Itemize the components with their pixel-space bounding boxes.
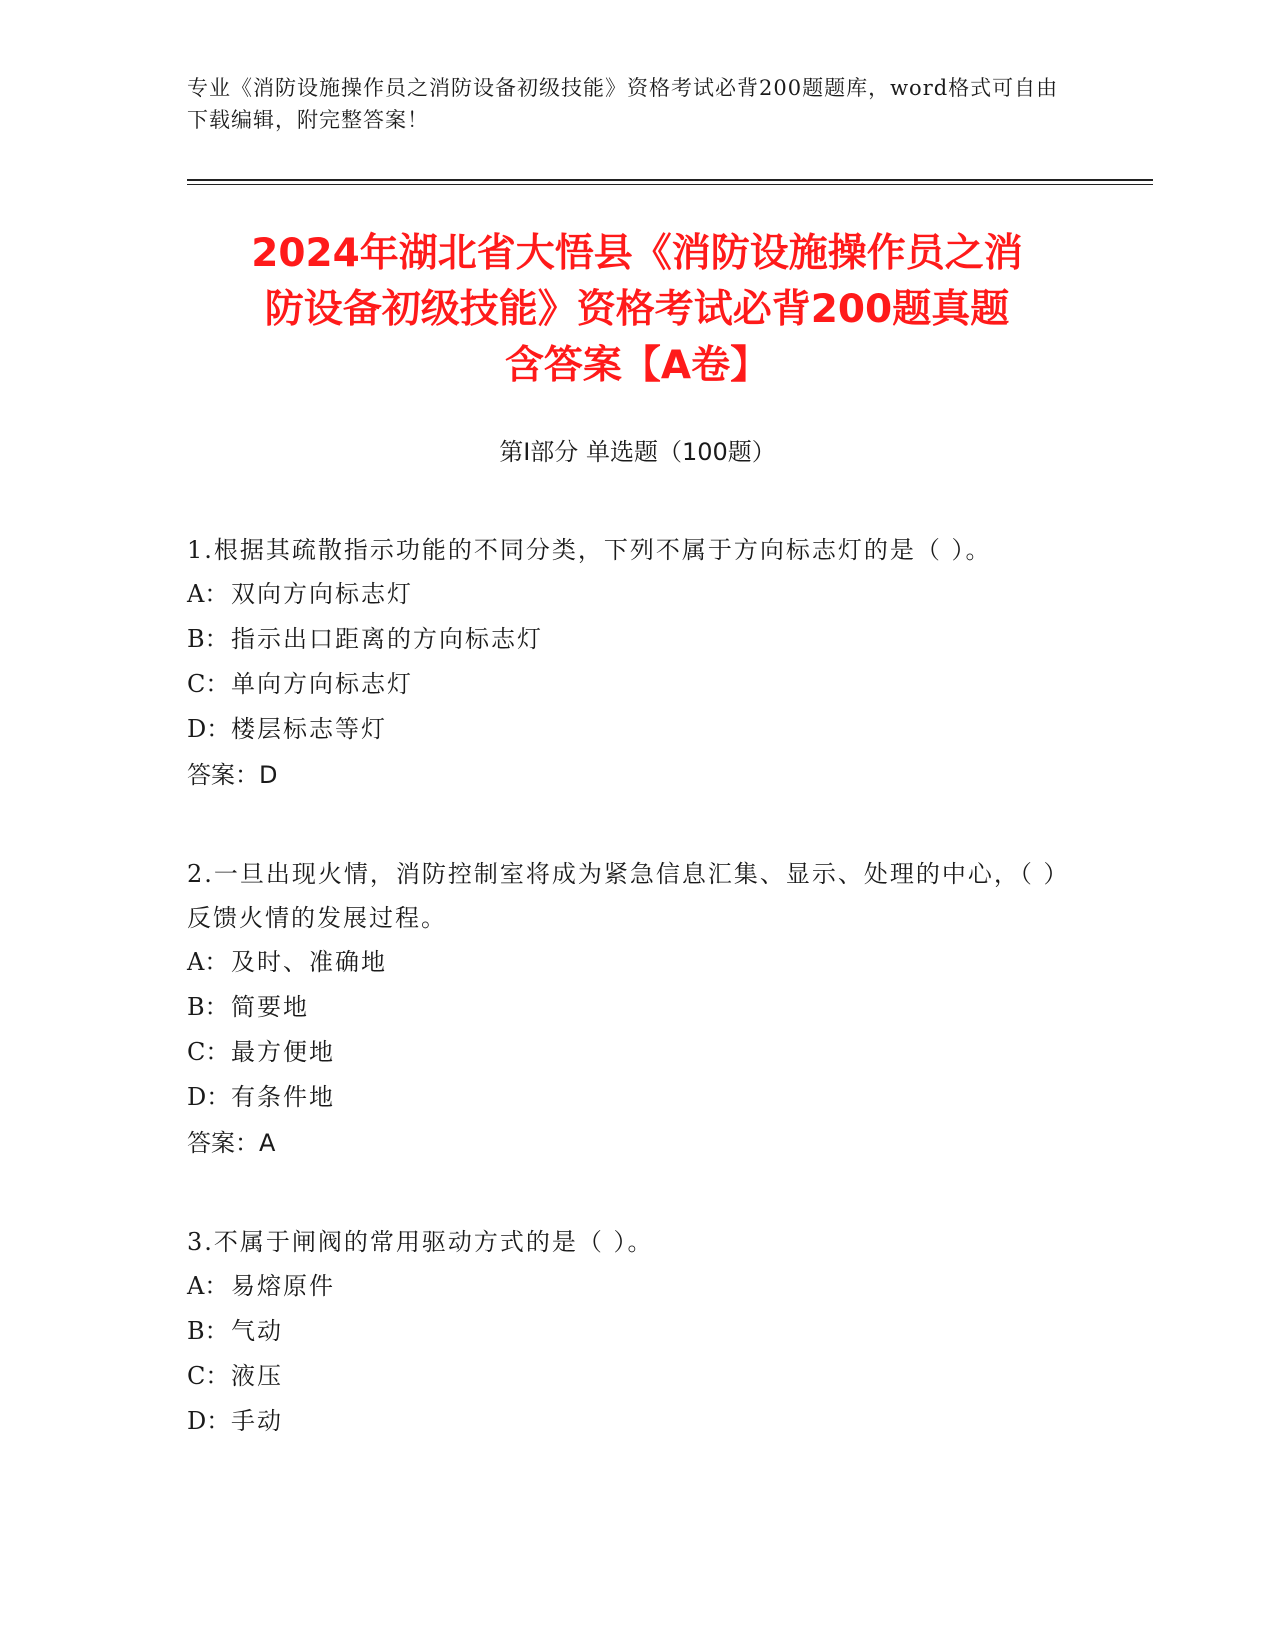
document-title	[187, 226, 1087, 394]
question-stem: 3.不属于闸阀的常用驱动方式的是（ ）。	[187, 1228, 654, 1256]
question-stem: 1.根据其疏散指示功能的不同分类，下列不属于方向标志灯的是（ ）。	[187, 536, 992, 564]
option-text: 指示出口距离的方向标志灯	[231, 625, 543, 653]
option-text: 单向方向标志灯	[231, 670, 413, 698]
option-text: 手动	[231, 1407, 283, 1435]
option-key: C：	[187, 1038, 230, 1066]
answer-line: 答案：A	[187, 1129, 276, 1157]
option-text: 简要地	[231, 993, 309, 1021]
option-c	[187, 1030, 1067, 1075]
option-key: A：	[187, 948, 229, 976]
option-a	[187, 572, 1067, 617]
option-text: 双向方向标志灯	[231, 580, 413, 608]
option-b	[187, 985, 1067, 1030]
section-heading: 第Ⅰ部分 单选题（100题）	[499, 438, 776, 466]
option-key: B：	[187, 993, 229, 1021]
question-stem: 2.一旦出现火情，消防控制室将成为紧急信息汇集、显示、处理的中心，（ ）反馈火情的发展过程。	[187, 860, 1058, 932]
option-key: B：	[187, 1317, 229, 1345]
question-item	[187, 852, 1067, 1166]
option-a	[187, 940, 1067, 985]
option-key: A：	[187, 580, 229, 608]
option-text: 气动	[231, 1317, 283, 1345]
question-item	[187, 1220, 1067, 1444]
header-divider-thin	[187, 184, 1153, 185]
option-key: D：	[187, 1083, 231, 1111]
option-key: B：	[187, 625, 229, 653]
option-d	[187, 707, 1067, 752]
option-key: D：	[187, 1407, 231, 1435]
option-b	[187, 617, 1067, 662]
question-list	[187, 528, 1067, 1498]
option-text: 液压	[231, 1362, 283, 1390]
answer-line: 答案：D	[187, 761, 278, 789]
option-text: 有条件地	[231, 1083, 335, 1111]
title-line: 含答案【A卷】	[504, 343, 770, 388]
option-text: 最方便地	[231, 1038, 335, 1066]
option-c	[187, 662, 1067, 707]
option-key: C：	[187, 1362, 230, 1390]
option-key: C：	[187, 670, 230, 698]
option-key: D：	[187, 715, 231, 743]
option-text: 易熔原件	[231, 1272, 335, 1300]
header-divider-thick	[187, 179, 1153, 181]
option-d	[187, 1075, 1067, 1120]
question-item	[187, 528, 1067, 798]
option-text: 及时、准确地	[231, 948, 387, 976]
option-c	[187, 1354, 1067, 1399]
title-line: 2024年湖北省大悟县《消防设施操作员之消	[251, 231, 1023, 276]
header-note: 专业《消防设施操作员之消防设备初级技能》资格考试必背200题题库，word格式可自由下载编辑，附完整答案！	[187, 76, 1059, 132]
title-line: 防设备初级技能》资格考试必背200题真题	[264, 287, 1010, 332]
option-key: A：	[187, 1272, 229, 1300]
option-b	[187, 1309, 1067, 1354]
option-a	[187, 1264, 1067, 1309]
option-d	[187, 1399, 1067, 1444]
option-text: 楼层标志等灯	[231, 715, 387, 743]
